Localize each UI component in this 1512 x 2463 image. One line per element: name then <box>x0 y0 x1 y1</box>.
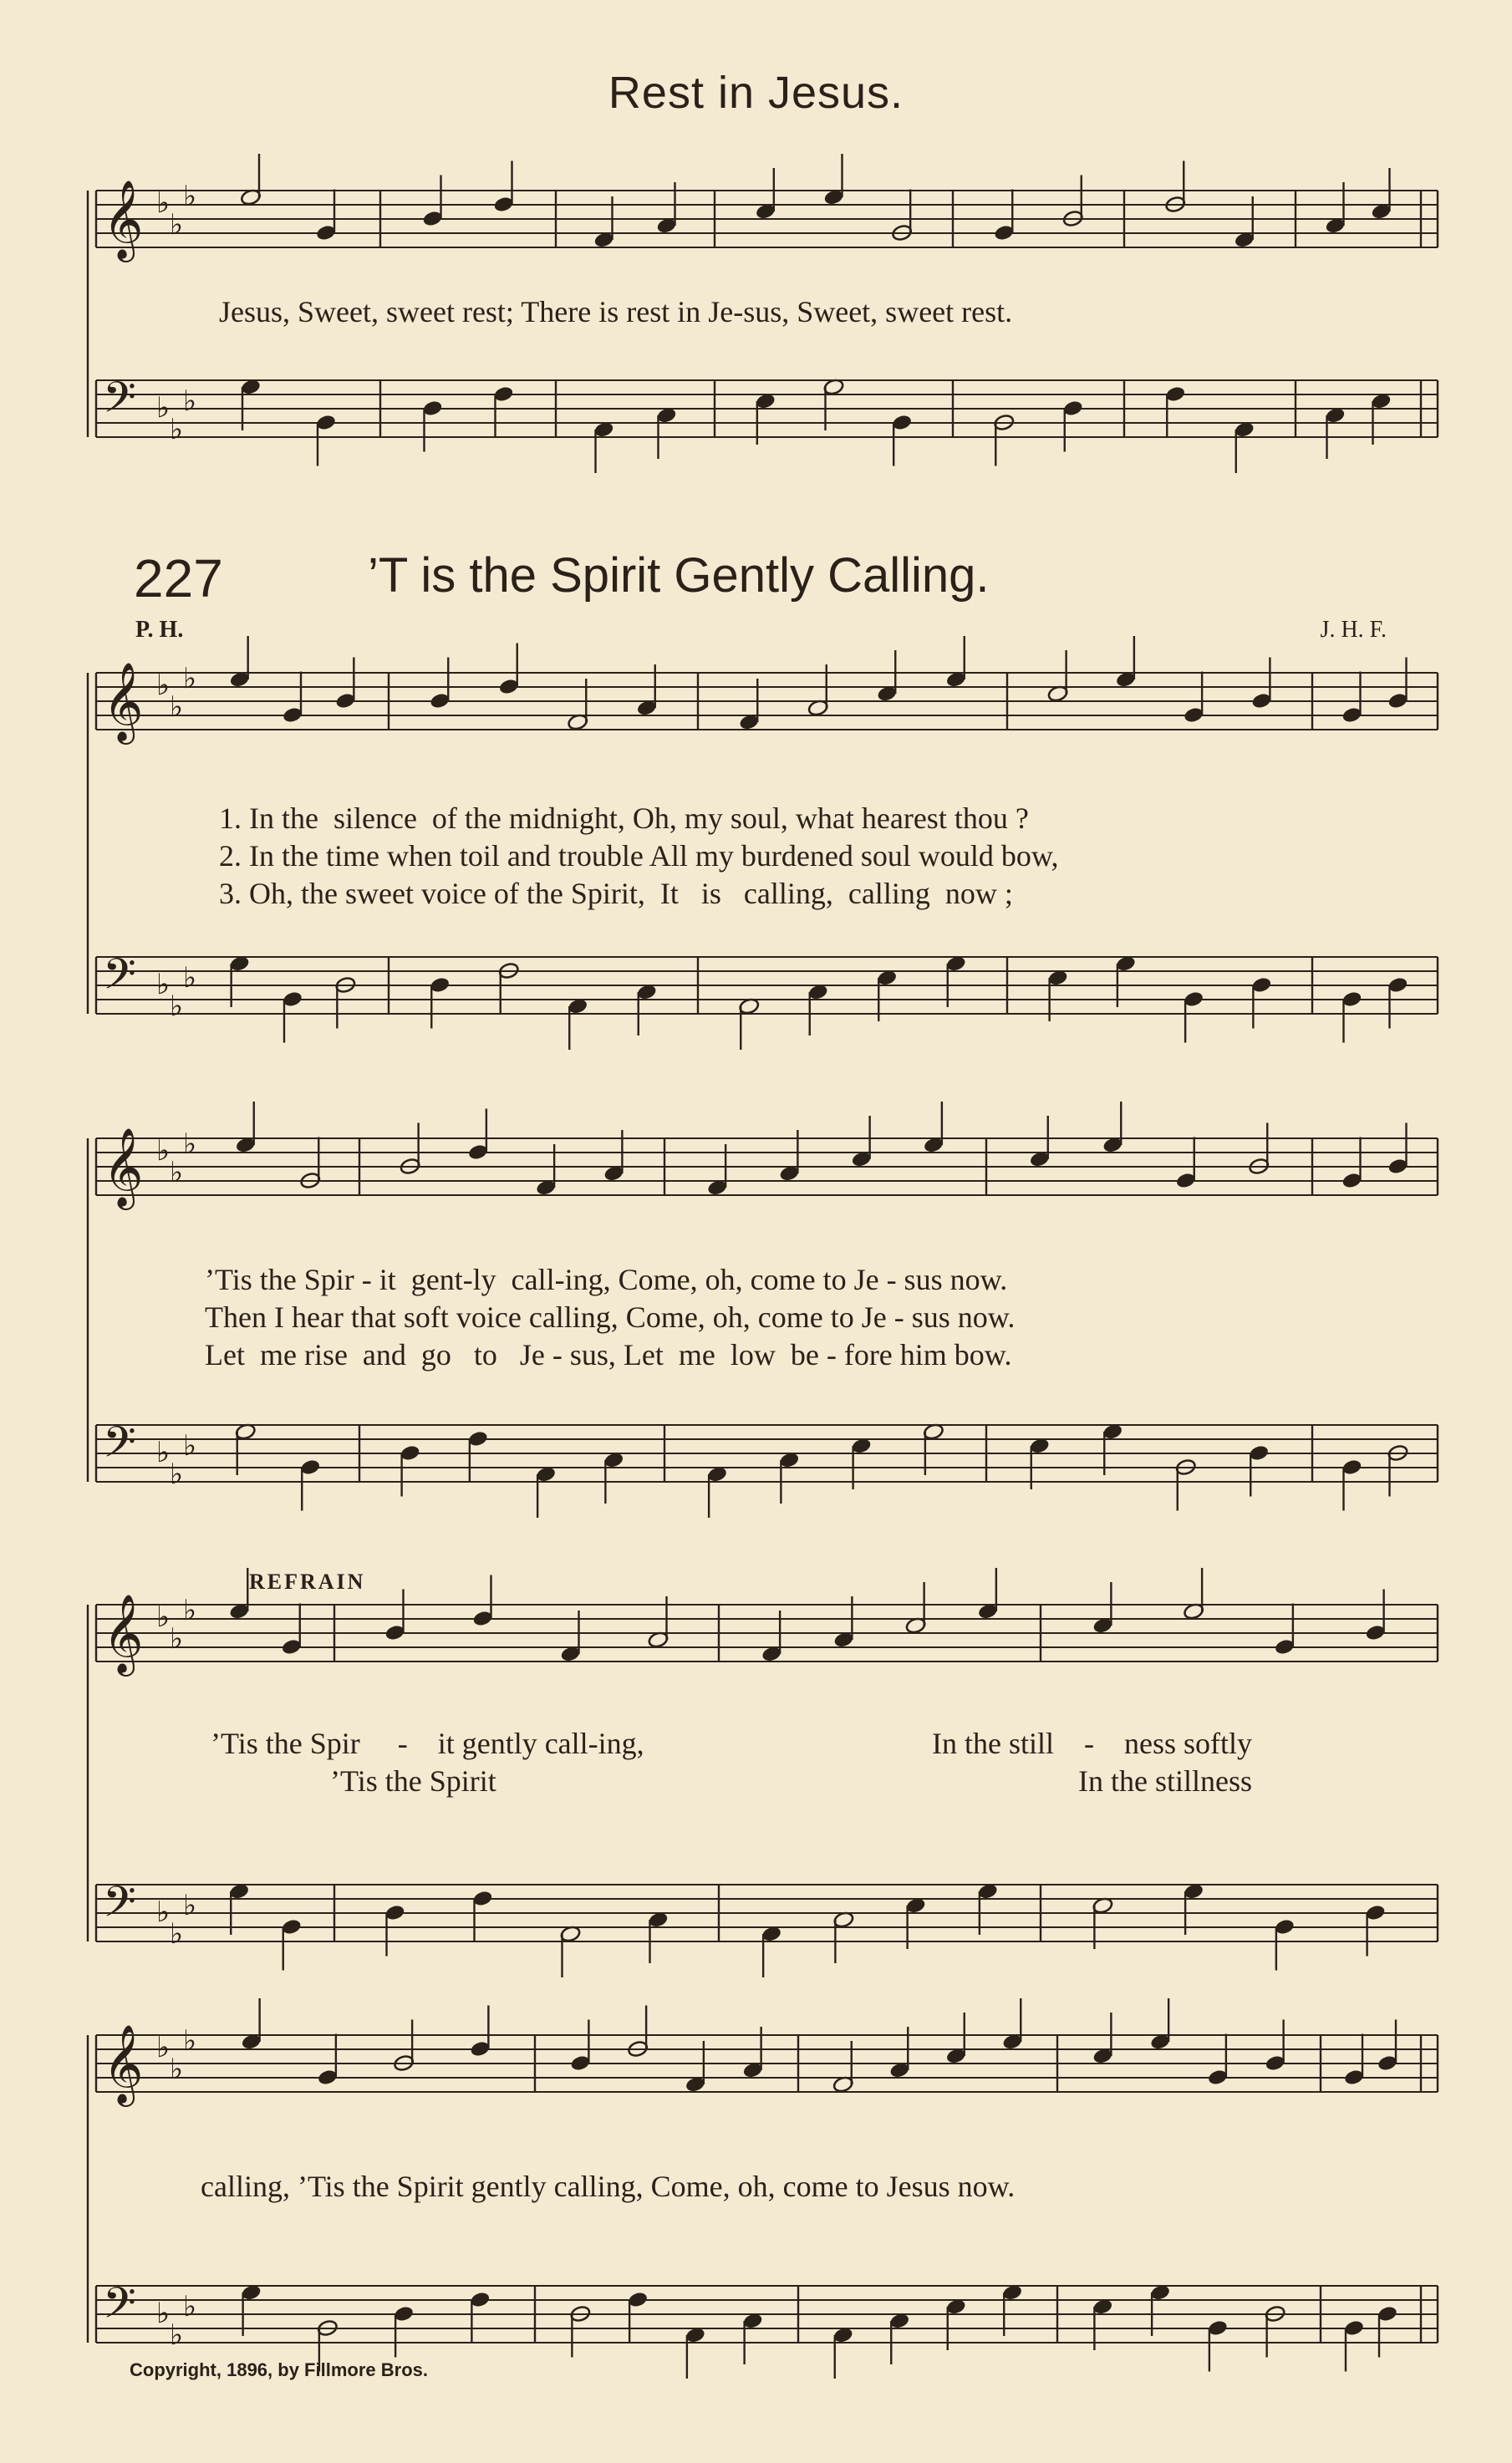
bass-clef-icon: 𝄢 <box>103 1417 136 1478</box>
refrain-lyric-1a: ’Tis the Spir - it gently call-ing, <box>211 1727 644 1760</box>
flat-sign-icon: ♭ <box>156 186 171 220</box>
lyric-line-rest-in-jesus: Jesus, Sweet, sweet rest; There is rest in Je-sus, Sweet, sweet rest. <box>219 295 1013 328</box>
hymn-title-rest-in-jesus: Rest in Jesus. <box>608 68 904 118</box>
flat-sign-icon: ♭ <box>170 413 184 446</box>
flat-sign-icon: ♭ <box>183 1127 197 1161</box>
refrain-lyric-1b: In the still - ness softly <box>932 1727 1252 1760</box>
treble-clef-icon: 𝄞 <box>103 180 144 259</box>
flat-sign-icon: ♭ <box>156 1600 171 1634</box>
verse-line-1-3: 3. Oh, the sweet voice of the Spirit, It is calling, calling now ; <box>219 877 1013 910</box>
flat-sign-icon: ♭ <box>156 391 171 425</box>
flat-sign-icon: ♭ <box>183 1594 197 1627</box>
treble-clef-icon: 𝄞 <box>103 662 144 741</box>
flat-sign-icon: ♭ <box>170 1622 184 1656</box>
hymn-title-spirit-calling: ’T is the Spirit Gently Calling. <box>368 548 990 603</box>
bass-clef-icon: 𝄢 <box>103 949 136 1010</box>
flat-sign-icon: ♭ <box>170 208 184 242</box>
flat-sign-icon: ♭ <box>156 1134 171 1168</box>
flat-sign-icon: ♭ <box>183 180 197 213</box>
composer-initials: J. H. F. <box>1320 617 1387 643</box>
verse-line-1-2: 2. In the time when toil and trouble All my burdened soul would bow, <box>219 839 1059 873</box>
flat-sign-icon: ♭ <box>183 662 197 695</box>
copyright-notice: Copyright, 1896, by Fillmore Bros. <box>130 2359 428 2380</box>
treble-clef-icon: 𝄞 <box>103 2024 144 2104</box>
verse-line-1-1: 1. In the silence of the midnight, Oh, my soul, what hearest thou ? <box>219 801 1029 835</box>
refrain-lyric-2b: In the stillness <box>1078 1764 1252 1798</box>
flat-sign-icon: ♭ <box>156 968 171 1001</box>
treble-clef-icon: 𝄞 <box>103 1127 144 1207</box>
flat-sign-icon: ♭ <box>156 669 171 702</box>
flat-sign-icon: ♭ <box>156 1436 171 1469</box>
flat-sign-icon: ♭ <box>183 2290 197 2323</box>
verse-line-2-3: Let me rise and go to Je - sus, Let me low be - fore him bow. <box>205 1338 1012 1371</box>
refrain-lyric-3: calling, ’Tis the Spirit gently calling, Come, oh, come to Jesus now. <box>201 2170 1016 2203</box>
flat-sign-icon: ♭ <box>170 1458 184 1491</box>
bass-clef-icon: 𝄢 <box>103 372 136 433</box>
flat-sign-icon: ♭ <box>170 2318 184 2352</box>
flat-sign-icon: ♭ <box>156 2031 171 2064</box>
refrain-label: REFRAIN <box>249 1570 366 1594</box>
verse-line-2-2: Then I hear that soft voice calling, Come, oh, come to Je - sus now. <box>205 1300 1016 1334</box>
verse-line-2-1: ’Tis the Spir - it gent-ly call-ing, Come, oh, come to Je - sus now. <box>205 1263 1008 1296</box>
flat-sign-icon: ♭ <box>183 961 197 995</box>
flat-sign-icon: ♭ <box>170 1156 184 1189</box>
treble-clef-icon: 𝄞 <box>103 1594 144 1673</box>
bass-clef-icon: 𝄢 <box>103 2277 136 2338</box>
flat-sign-icon: ♭ <box>156 2297 171 2330</box>
refrain-lyric-2a: ’Tis the Spirit <box>330 1764 496 1798</box>
bass-clef-icon: 𝄢 <box>103 1876 136 1937</box>
hymn-number: 227 <box>134 548 223 608</box>
flat-sign-icon: ♭ <box>183 2024 197 2058</box>
flat-sign-icon: ♭ <box>183 384 197 418</box>
lyricist-initials: P. H. <box>135 617 184 643</box>
flat-sign-icon: ♭ <box>170 690 184 724</box>
flat-sign-icon: ♭ <box>170 1917 184 1951</box>
flat-sign-icon: ♭ <box>156 1896 171 1929</box>
flat-sign-icon: ♭ <box>170 2053 184 2086</box>
flat-sign-icon: ♭ <box>170 990 184 1023</box>
flat-sign-icon: ♭ <box>183 1889 197 1922</box>
flat-sign-icon: ♭ <box>183 1429 197 1463</box>
